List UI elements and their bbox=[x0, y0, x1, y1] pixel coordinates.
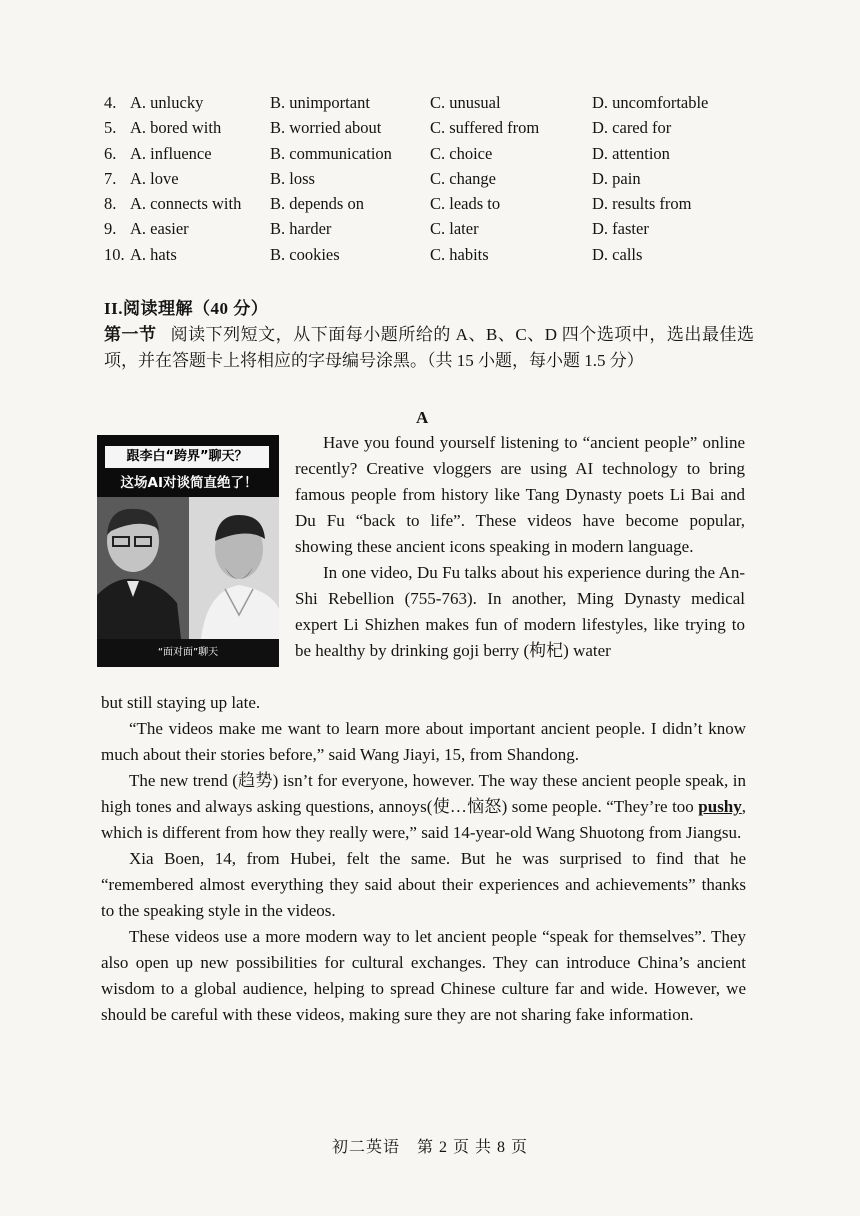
question-number: 9. bbox=[104, 219, 117, 239]
option-d: D. pain bbox=[592, 168, 641, 188]
question-number: 8. bbox=[104, 194, 117, 214]
option-c: C. habits bbox=[430, 244, 489, 264]
question-number: 10. bbox=[104, 244, 125, 264]
image-headline bbox=[97, 435, 279, 497]
instruction-text: 阅读下列短文，从下面每小题所给的 A、B、C、D 四个选项中，选出最佳选项，并在答题卡上将相应的字母编号涂黑。（共 15 小题，每小题 1.5 分） bbox=[104, 325, 754, 370]
question-number: 6. bbox=[104, 143, 117, 163]
option-a: A. easier bbox=[130, 219, 189, 239]
paragraph-4b-after: , which is different from how they really were,” said 14-year-old Wang Shuotong from Jiangsu. bbox=[101, 797, 747, 842]
passage-wrapped-text bbox=[295, 430, 745, 664]
option-c: C. leads to bbox=[430, 194, 501, 214]
option-row bbox=[104, 115, 764, 140]
underlined-word-pushy: pushy bbox=[698, 797, 742, 816]
option-a: A. hats bbox=[130, 244, 177, 264]
paragraph-4 bbox=[101, 768, 746, 846]
paragraph-6: These videos use a more modern way to let ancient people “speak for themselves”. They also open up new possibilities for cultural exchanges. They can introduce China’s ancient wisdom to a global audience, helping to spread Chinese culture far and wide. However, we should be careful with these videos, making sure they are not sharing fake information. bbox=[101, 927, 746, 1024]
option-c: C. change bbox=[430, 168, 496, 188]
passage-letter: A bbox=[416, 408, 429, 427]
option-b: B. worried about bbox=[270, 118, 382, 138]
option-b: B. loss bbox=[270, 168, 315, 188]
paragraph-3: “The videos make me want to learn more about important ancient people. I didn’t know much about their stories before,” said Wang Jiayi, 15, from Shandong. bbox=[101, 719, 746, 764]
option-d: D. attention bbox=[592, 143, 670, 163]
paragraph-4-text: The new trend (趋势) isn’t for everyone, however. The way these ancient people speak, in high tones and always asking questions, annoys(使…恼怒) some people. bbox=[101, 771, 746, 816]
paragraph-2: In one video, Du Fu talks about his experience during the An-Shi Rebellion (755-763). In another, Ming Dynasty medical expert Li Shizhen makes fun of modern lifestyles, like trying to be healthy by drinking goji berry (枸杞) water bbox=[295, 563, 745, 660]
option-b: B. unimportant bbox=[270, 93, 370, 112]
image-caption: “面对面”聊天 bbox=[97, 639, 279, 667]
section-title: II.阅读理解（40 分） bbox=[104, 299, 269, 318]
option-b: B. communication bbox=[270, 143, 392, 163]
image-headline-line2: 这场AI对谈简直绝了！ bbox=[120, 475, 258, 491]
option-b: B. depends on bbox=[270, 194, 364, 214]
section-instruction bbox=[104, 322, 754, 374]
image-headline-line1: 跟李白“跨界”聊天？ bbox=[105, 446, 269, 468]
option-d: D. faster bbox=[592, 219, 649, 239]
section-label: 第一节 bbox=[104, 325, 157, 344]
option-a: A. love bbox=[130, 168, 179, 188]
option-c: C. choice bbox=[430, 143, 493, 163]
option-d: D. results from bbox=[592, 194, 692, 214]
option-c: C. unusual bbox=[430, 93, 501, 112]
question-number: 7. bbox=[104, 168, 117, 188]
answer-options-table bbox=[104, 90, 764, 267]
option-d: D. calls bbox=[592, 244, 643, 264]
passage-image bbox=[97, 435, 279, 667]
option-row bbox=[104, 141, 764, 166]
paragraph-4b-before: “They’re too bbox=[606, 797, 699, 816]
option-a: A. bored with bbox=[130, 118, 222, 138]
option-a: A. unlucky bbox=[130, 93, 204, 112]
option-d: D. cared for bbox=[592, 118, 672, 138]
question-number: 5. bbox=[104, 118, 117, 138]
two-men-photo bbox=[97, 497, 279, 639]
option-c: C. later bbox=[430, 219, 479, 239]
question-number: 4. bbox=[104, 93, 117, 112]
option-a: A. influence bbox=[130, 143, 212, 163]
paragraph-5: Xia Boen, 14, from Hubei, felt the same. But he was surprised to find that he “remembered almost everything they said about their experiences and achievements” thanks to the speaking style in the videos. bbox=[101, 849, 746, 920]
paragraph-1: Have you found yourself listening to “ancient people” online recently? Creative vloggers are using AI technology to bring famous people from history like Tang Dynasty poets Li Bai and Du Fu “back to life”. These videos have become popular, showing these ancient icons speaking in modern language. bbox=[295, 433, 745, 556]
option-row bbox=[104, 90, 764, 115]
option-row bbox=[104, 166, 764, 191]
option-b: B. harder bbox=[270, 219, 332, 239]
option-d: D. uncomfortable bbox=[592, 93, 709, 112]
passage-full-text bbox=[101, 690, 746, 1028]
option-c: C. suffered from bbox=[430, 118, 540, 138]
option-b: B. cookies bbox=[270, 244, 340, 264]
option-a: A. connects with bbox=[130, 194, 242, 214]
option-row bbox=[104, 191, 764, 216]
option-row bbox=[104, 216, 764, 241]
page-footer: 初二英语 第 2 页 共 8 页 bbox=[331, 1139, 528, 1156]
option-row bbox=[104, 242, 764, 267]
paragraph-2-continued: but still staying up late. bbox=[101, 693, 261, 712]
